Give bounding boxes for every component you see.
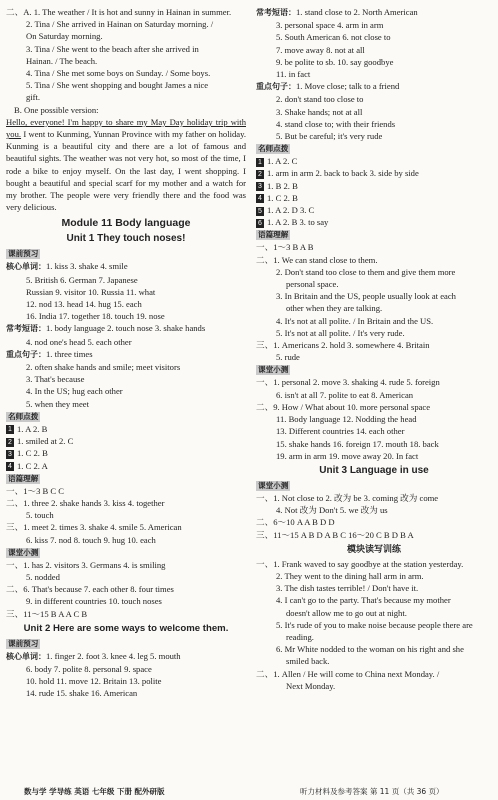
unit1-title: Unit 1 They touch noses! [66, 233, 186, 245]
core-words-line-2: 10. hold 11. move 12. Britain 13. polite [26, 676, 162, 687]
phrases-line-r: 1. stand close to 2. North American [296, 7, 418, 17]
phrases-label-r: 常考短语： [256, 8, 296, 17]
answer-line: On Saturday morning. [26, 31, 103, 42]
essay-underlined-intro: Hello, everyone! I'm happy to share my May Day holiday trip with you. [6, 116, 246, 140]
essay-body: I went to Kunming, Yunnan Province with my father on holiday. Kunming is a beautiful city and there are a lot of famous and beautiful sights. The weather was not very hot, so most of the time, I rode a bike to enjoy myself. On the last day, I went shopping. I bought a beautiful and special scarf for my mother and a watch for my brother. The people were very friendly there and the food was very delicious. [6, 129, 246, 213]
reading-line-r: 5. rude [276, 352, 300, 363]
left-column [6, 6, 246, 700]
module-title: Module 11 Body language [61, 217, 191, 230]
phrases-line-r: 9. be polite to sb. 10. say goodbye [276, 56, 394, 67]
sentences-line-r: 5. But be careful; it's very rude [276, 131, 383, 142]
answer-line: gift. [26, 92, 41, 103]
page-footer [0, 786, 498, 800]
point-answer: 1. A 2. B [17, 423, 48, 434]
point-row [6, 435, 246, 447]
core-words-line: Russian 9. visitor 10. Russia 11. what [26, 286, 156, 297]
class-test-line-r: 6. isn't at all 7. polite to eat 8. American [276, 389, 414, 400]
point-row-r [256, 192, 492, 204]
reading-answers [6, 485, 246, 546]
reading-line-r: 三、1. Americans 2. hold 3. somewhere 4. Britain [256, 340, 430, 351]
sentences-line-r: 4. stand close to; with their friends [276, 118, 396, 129]
class-test-line-r: 19. arm in arm 19. move away 20. In fact [276, 450, 419, 461]
point-number-box: 1 [256, 158, 264, 167]
point-number-box: 4 [256, 194, 264, 203]
phrases-line-r: 5. South American 6. not close to [276, 32, 391, 43]
section-tag-class-test-r: 课堂小测 [258, 365, 289, 375]
point-row-r [256, 204, 492, 216]
core-words-label: 核心单词： [6, 262, 46, 272]
class-test-line-r2: 三、11～15 A B D A B C 16～20 C B D B A [256, 529, 414, 540]
point-answer: 1. A 2. D 3. C [267, 205, 315, 216]
module-reading-line: 6. Mr White nodded to the woman on his right and she [276, 644, 464, 655]
class-test-line-r2: 二、6～10 A A B D D [256, 517, 335, 528]
answer-block-part2 [6, 6, 246, 116]
right-column [256, 6, 492, 692]
reading-line-r: other when they are talking. [286, 303, 383, 314]
point-answer: 1. A 2. C [267, 156, 298, 167]
module-reading-line: 二、1. Allen / He will come to China next Monday. / [256, 668, 440, 679]
sentences-line-r: 1. Move close; talk to a friend [296, 81, 400, 92]
reading-line-r: 4. It's not at all polite. / In Britain and the US. [276, 315, 434, 326]
sentences-list [6, 361, 246, 410]
sentences-line: 4. In the US; hug each other [26, 386, 123, 397]
class-test-line: 9. in different countries 10. touch noses [26, 596, 162, 607]
answer-line: 5. Tina / She went shopping and bought James a nice [26, 80, 209, 91]
class-test-line-r2: 4. Not 改为 Don't 5. we 改为 us [276, 505, 388, 516]
class-test-line-r2: 一、1. Not close to 2. 改为 be 3. coming 改为 come [256, 492, 439, 503]
point-number-box: 4 [6, 462, 14, 471]
core-words-line: 5. British 6. German 7. Japanese [26, 274, 138, 285]
point-row-r [256, 155, 492, 167]
core-words-line: 16. India 17. together 18. touch 19. nose [26, 311, 165, 322]
module-reading-line: 4. I can't go to the party. That's because my mother [276, 595, 451, 606]
point-answer: 1. smiled at 2. C [17, 436, 74, 447]
section-tag-class-test-r2: 课堂小测 [258, 480, 289, 490]
class-test-line-r: 11. Body language 12. Nodding the head [276, 414, 417, 425]
class-test-line-r: 二、9. How / What about 10. more personal space [256, 401, 431, 412]
reading-line-r: 一、1～3 B A B [256, 242, 314, 253]
answer-line: 3. Tina / She went to the beach after she arrived in [26, 43, 199, 54]
points-list-r [256, 155, 492, 228]
class-test-line: 二、6. That's because 7. each other 8. four times [6, 584, 174, 595]
class-test-line-r: 15. shake hands 16. foreign 17. mouth 18. back [276, 438, 439, 449]
point-number-box: 3 [256, 182, 264, 191]
point-number-box: 3 [6, 450, 14, 459]
point-row-r [256, 167, 492, 179]
module-reading-line: doesn't allow me to go out at night. [286, 607, 407, 618]
module-reading-title: 模块读写训练 [346, 543, 401, 554]
reading-line: 5. touch [26, 510, 54, 521]
point-row [6, 460, 246, 472]
point-number-box: 2 [6, 438, 14, 447]
class-test-answers-r2 [256, 492, 492, 541]
sentences-list-r [256, 93, 492, 142]
class-test-line-r: 一、1. personal 2. move 3. shaking 4. rude 5. foreign [256, 377, 440, 388]
footer-book-title: 数与学 学导练 英语 七年级 下册 配外研版 [24, 787, 165, 796]
module-reading-line: reading. [286, 631, 314, 642]
points-list [6, 423, 246, 472]
phrases-line: 1. body language 2. touch nose 3. shake hands [46, 323, 206, 334]
reading-line: 6. kiss 7. nod 8. touch 9. hug 10. each [26, 534, 156, 545]
point-answer: 1. A 2. B 3. to say [267, 217, 329, 228]
phrases-label: 常考短语： [6, 324, 46, 334]
sentences-line-r: 2. don't stand too close to [276, 94, 364, 105]
point-row-r [256, 180, 492, 192]
point-number-box: 5 [256, 207, 264, 216]
core-words-line-2: 1. finger 2. foot 3. knee 4. leg 5. mouth [46, 650, 181, 661]
module-reading-line: 2. They went to the dining hall arm in arm. [276, 570, 424, 581]
unit2-title: Unit 2 Here are some ways to welcome them. [23, 622, 229, 634]
footer-page-number: 听力材料及参考答案 第 11 页（共 36 页） [300, 787, 444, 796]
module-reading-line: 一、1. Frank waved to say goodbye at the station yesterday. [256, 558, 464, 569]
section-tag-preview-2: 课前预习 [8, 638, 39, 648]
module-reading-line: 5. It's rude of you to make noise because people there are [276, 619, 473, 630]
point-row [6, 447, 246, 459]
answer-line: B. One possible version: [14, 104, 99, 115]
core-words-line-2: 14. rude 15. shake 16. American [26, 688, 138, 699]
core-words-label-2: 核心单词： [6, 651, 46, 661]
phrases-line-r: 11. in fact [276, 69, 311, 80]
module-reading-line: Next Monday. [286, 680, 336, 691]
reading-line-r: personal space. [286, 279, 339, 290]
answer-line: 二、A. 1. The weather / It is hot and sunny in Hainan in summer. [6, 7, 232, 17]
core-words-list [6, 274, 246, 323]
core-words-line: 1. kiss 3. shake 4. smile [46, 261, 128, 272]
phrases-line-r: 7. move away 8. not at all [276, 44, 365, 55]
answer-line: Hainan. / The beach. [26, 55, 98, 66]
core-words-list-2 [6, 663, 246, 700]
section-tag-class-test: 课堂小测 [8, 547, 39, 557]
reading-line-r: 5. It's not at all polite. / It's very rude. [276, 327, 405, 338]
point-number-box: 1 [6, 425, 14, 434]
essay-paragraph [6, 116, 246, 214]
class-test-line: 一、1. has 2. visitors 3. Germans 4. is smiling [6, 559, 166, 570]
sentences-label-r: 重点句子： [256, 82, 296, 92]
section-tag-reading: 语篇理解 [8, 473, 39, 483]
reading-line: 一、1～3 B C C [6, 485, 65, 496]
sentences-line: 5. when they meet [26, 398, 90, 409]
reading-answers-r [256, 241, 492, 363]
reading-line-r: 3. In Britain and the US, people usually look at each [276, 291, 456, 302]
class-test-line: 三、11～15 B A A C B [6, 608, 88, 619]
phrases-line-r: 3. personal space 4. arm in arm [276, 20, 384, 31]
class-test-answers [6, 559, 246, 620]
sentences-line: 1. three times [46, 348, 93, 359]
section-tag-points-r: 名师点拨 [258, 144, 289, 154]
class-test-line: 5. nodded [26, 571, 60, 582]
core-words-line-2: 6. body 7. polite 8. personal 9. space [26, 663, 152, 674]
sentences-line: 2. often shake hands and smile; meet visitors [26, 362, 181, 373]
point-answer: 1. C 2. B [267, 192, 298, 203]
sentences-line-r: 3. Shake hands; not at all [276, 106, 363, 117]
point-answer: 1. C 2. A [17, 460, 48, 471]
reading-line: 二、1. three 2. shake hands 3. kiss 4. together [6, 497, 165, 508]
point-answer: 1. arm in arm 2. back to back 3. side by side [267, 168, 419, 179]
module-reading-line: 3. The dish tastes terrible! / Don't have it. [276, 583, 419, 594]
phrases-list [6, 336, 246, 348]
section-tag-preview: 课前预习 [8, 249, 39, 259]
phrases-line: 4. nod one's head 5. each other [26, 336, 132, 347]
answer-line: 2. Tina / She arrived in Hainan on Saturday morning. / [26, 19, 214, 30]
sentences-line: 3. That's because [26, 374, 85, 385]
reading-line-r: 2. Don't stand too close to them and give them more [276, 266, 456, 277]
reading-line: 三、1. meet 2. times 3. shake 4. smile 5. American [6, 522, 182, 533]
point-number-box: 6 [256, 219, 264, 228]
section-tag-reading-r: 语篇理解 [258, 230, 289, 240]
section-tag-points: 名师点拨 [8, 411, 39, 421]
point-answer: 1. B 2. B [267, 180, 298, 191]
core-words-line: 12. nod 13. head 14. hug 15. each [26, 299, 142, 310]
point-number-box: 2 [256, 170, 264, 179]
unit3-title: Unit 3 Language in use [319, 464, 429, 476]
module-reading-line: smiled back. [286, 656, 330, 667]
point-row-r [256, 216, 492, 228]
point-row [6, 423, 246, 435]
point-answer: 1. C 2. B [17, 448, 48, 459]
module-reading-answers [256, 558, 492, 692]
reading-line-r: 二、1. We can stand close to them. [256, 254, 378, 265]
class-test-line-r: 13. Different countries 14. each other [276, 426, 405, 437]
answer-line: 4. Tina / She met some boys on Sunday. / Some boys. [26, 68, 211, 79]
class-test-answers-r [256, 376, 492, 461]
sentences-label: 重点句子： [6, 349, 46, 359]
phrases-list-r [256, 19, 492, 80]
